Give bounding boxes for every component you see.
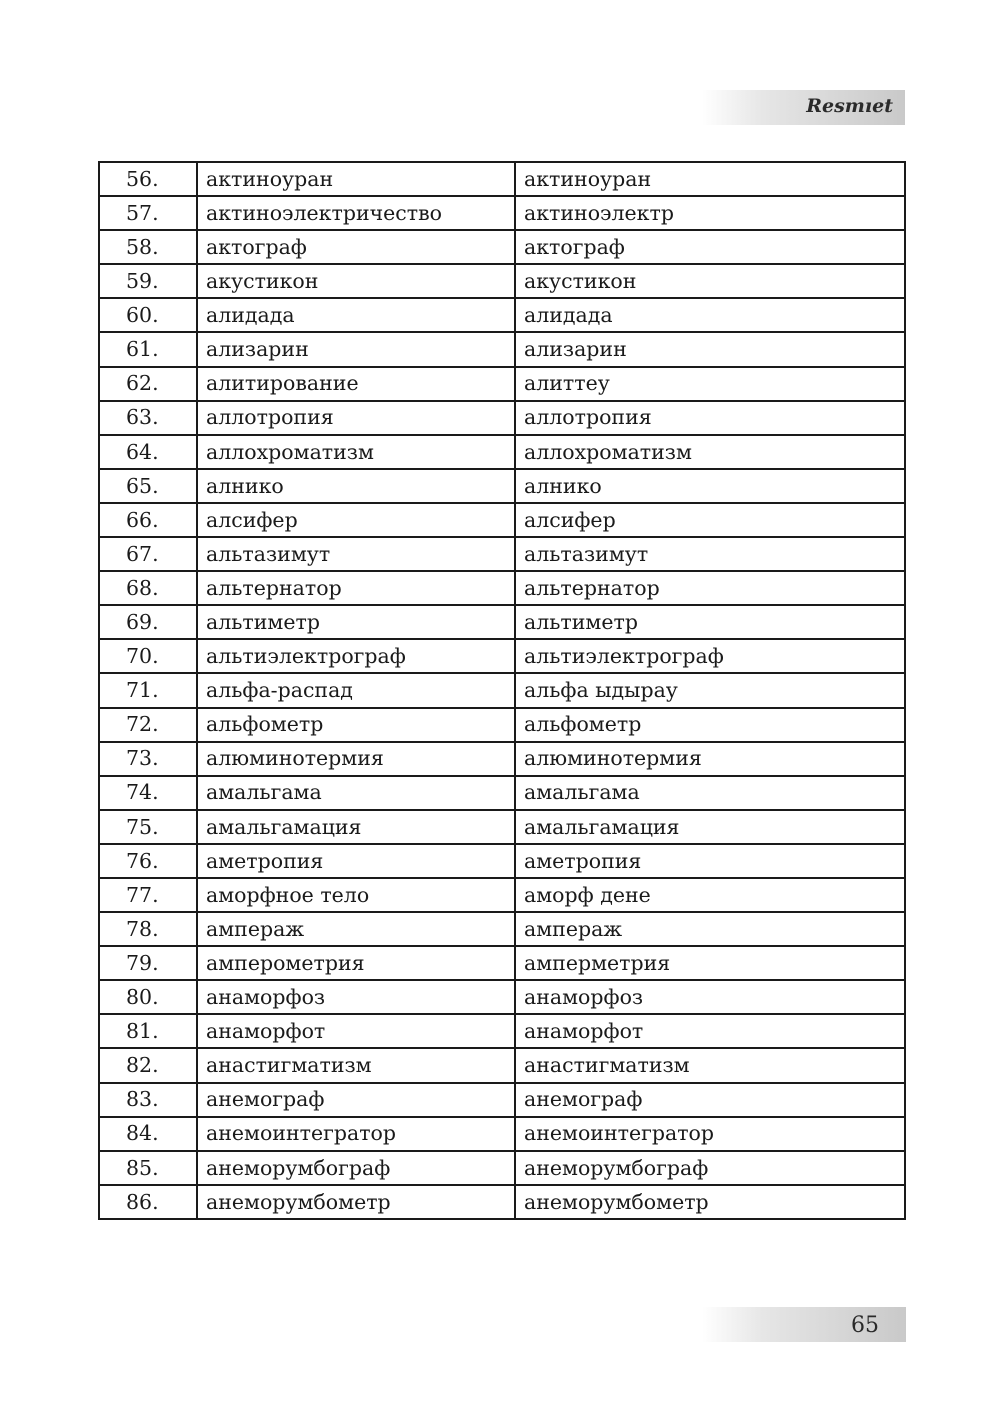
russian-term: анемограф xyxy=(197,1083,515,1117)
kazakh-term: аллотропия xyxy=(515,401,905,435)
kazakh-term: альфометр xyxy=(515,708,905,742)
russian-term: амальгамация xyxy=(197,810,515,844)
row-number: 86. xyxy=(99,1185,197,1219)
table-row xyxy=(99,503,905,537)
glossary-table xyxy=(98,161,906,1220)
table-row xyxy=(99,1048,905,1082)
row-number: 68. xyxy=(99,571,197,605)
kazakh-term: анемограф xyxy=(515,1083,905,1117)
table-row xyxy=(99,605,905,639)
russian-term: актиноэлектричество xyxy=(197,196,515,230)
russian-term: алюминотермия xyxy=(197,742,515,776)
row-number: 80. xyxy=(99,980,197,1014)
russian-term: аморфное тело xyxy=(197,878,515,912)
russian-term: ампераж xyxy=(197,912,515,946)
russian-term: анеморумбометр xyxy=(197,1185,515,1219)
kazakh-term: амальгама xyxy=(515,776,905,810)
table-row xyxy=(99,435,905,469)
row-number: 78. xyxy=(99,912,197,946)
russian-term: альфа-распад xyxy=(197,673,515,707)
russian-term: альтиэлектрограф xyxy=(197,639,515,673)
row-number: 60. xyxy=(99,298,197,332)
kazakh-term: альтиметр xyxy=(515,605,905,639)
glossary-table-body xyxy=(99,162,905,1219)
kazakh-term: алидада xyxy=(515,298,905,332)
table-row xyxy=(99,1185,905,1219)
russian-term: анастигматизм xyxy=(197,1048,515,1082)
table-row xyxy=(99,878,905,912)
row-number: 57. xyxy=(99,196,197,230)
kazakh-term: анеморумбограф xyxy=(515,1151,905,1185)
row-number: 81. xyxy=(99,1014,197,1048)
kazakh-term: альтернатор xyxy=(515,571,905,605)
russian-term: альтиметр xyxy=(197,605,515,639)
kazakh-term: алиттеу xyxy=(515,367,905,401)
row-number: 61. xyxy=(99,332,197,366)
russian-term: алитирование xyxy=(197,367,515,401)
table-row xyxy=(99,980,905,1014)
table-row xyxy=(99,298,905,332)
table-row xyxy=(99,401,905,435)
kazakh-term: анеморумбометр xyxy=(515,1185,905,1219)
row-number: 70. xyxy=(99,639,197,673)
kazakh-term: аморф дене xyxy=(515,878,905,912)
kazakh-term: аметропия xyxy=(515,844,905,878)
russian-term: анаморфоз xyxy=(197,980,515,1014)
table-row xyxy=(99,1151,905,1185)
table-row xyxy=(99,230,905,264)
row-number: 62. xyxy=(99,367,197,401)
page-footer xyxy=(702,1307,906,1342)
row-number: 77. xyxy=(99,878,197,912)
kazakh-term: альфа ыдырау xyxy=(515,673,905,707)
russian-term: альтернатор xyxy=(197,571,515,605)
table-row xyxy=(99,912,905,946)
table-row xyxy=(99,264,905,298)
row-number: 71. xyxy=(99,673,197,707)
kazakh-term: анастигматизм xyxy=(515,1048,905,1082)
row-number: 85. xyxy=(99,1151,197,1185)
kazakh-term: алсифер xyxy=(515,503,905,537)
russian-term: альтазимут xyxy=(197,537,515,571)
page-number: 65 xyxy=(851,1313,879,1338)
row-number: 64. xyxy=(99,435,197,469)
russian-term: амальгама xyxy=(197,776,515,810)
row-number: 73. xyxy=(99,742,197,776)
russian-term: аллотропия xyxy=(197,401,515,435)
row-number: 59. xyxy=(99,264,197,298)
table-row xyxy=(99,1117,905,1151)
table-row xyxy=(99,946,905,980)
table-row xyxy=(99,844,905,878)
kazakh-term: актограф xyxy=(515,230,905,264)
table-row xyxy=(99,708,905,742)
russian-term: акустикон xyxy=(197,264,515,298)
kazakh-term: анаморфот xyxy=(515,1014,905,1048)
row-number: 82. xyxy=(99,1048,197,1082)
russian-term: альфометр xyxy=(197,708,515,742)
kazakh-term: амальгамация xyxy=(515,810,905,844)
row-number: 69. xyxy=(99,605,197,639)
kazakh-term: алюминотермия xyxy=(515,742,905,776)
table-row xyxy=(99,1083,905,1117)
russian-term: анеморумбограф xyxy=(197,1151,515,1185)
table-row xyxy=(99,332,905,366)
table-row xyxy=(99,162,905,196)
row-number: 67. xyxy=(99,537,197,571)
kazakh-term: алнико xyxy=(515,469,905,503)
kazakh-term: акустикон xyxy=(515,264,905,298)
row-number: 63. xyxy=(99,401,197,435)
table-row xyxy=(99,1014,905,1048)
russian-term: анемоинтегратор xyxy=(197,1117,515,1151)
table-row xyxy=(99,639,905,673)
russian-term: ализарин xyxy=(197,332,515,366)
table-row xyxy=(99,742,905,776)
russian-term: актограф xyxy=(197,230,515,264)
running-header-label: Resmıet xyxy=(806,95,893,117)
row-number: 66. xyxy=(99,503,197,537)
russian-term: актиноуран xyxy=(197,162,515,196)
kazakh-term: актиноэлектр xyxy=(515,196,905,230)
russian-term: аллохроматизм xyxy=(197,435,515,469)
row-number: 56. xyxy=(99,162,197,196)
running-header xyxy=(702,90,905,125)
row-number: 72. xyxy=(99,708,197,742)
row-number: 75. xyxy=(99,810,197,844)
russian-term: алсифер xyxy=(197,503,515,537)
kazakh-term: альтазимут xyxy=(515,537,905,571)
row-number: 83. xyxy=(99,1083,197,1117)
table-row xyxy=(99,367,905,401)
row-number: 79. xyxy=(99,946,197,980)
table-row xyxy=(99,537,905,571)
table-row xyxy=(99,196,905,230)
russian-term: амперометрия xyxy=(197,946,515,980)
row-number: 74. xyxy=(99,776,197,810)
table-row xyxy=(99,571,905,605)
row-number: 65. xyxy=(99,469,197,503)
kazakh-term: ампераж xyxy=(515,912,905,946)
kazakh-term: аллохроматизм xyxy=(515,435,905,469)
table-row xyxy=(99,469,905,503)
kazakh-term: амперметрия xyxy=(515,946,905,980)
row-number: 76. xyxy=(99,844,197,878)
russian-term: алнико xyxy=(197,469,515,503)
kazakh-term: анемоинтегратор xyxy=(515,1117,905,1151)
kazakh-term: ализарин xyxy=(515,332,905,366)
kazakh-term: актиноуран xyxy=(515,162,905,196)
russian-term: алидада xyxy=(197,298,515,332)
russian-term: анаморфот xyxy=(197,1014,515,1048)
kazakh-term: альтиэлектрограф xyxy=(515,639,905,673)
row-number: 84. xyxy=(99,1117,197,1151)
table-row xyxy=(99,810,905,844)
table-row xyxy=(99,673,905,707)
russian-term: аметропия xyxy=(197,844,515,878)
table-row xyxy=(99,776,905,810)
kazakh-term: анаморфоз xyxy=(515,980,905,1014)
row-number: 58. xyxy=(99,230,197,264)
